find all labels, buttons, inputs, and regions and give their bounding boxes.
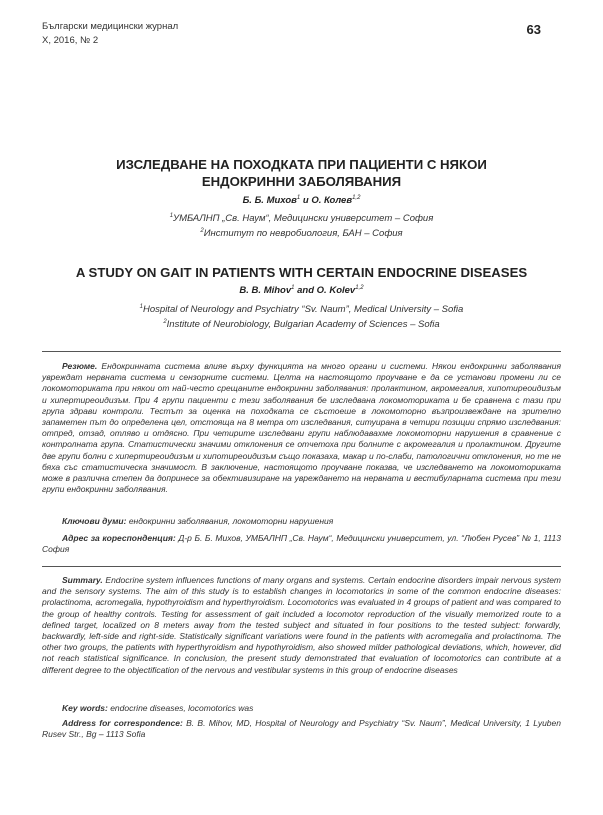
en-abstract [42, 575, 561, 676]
bg-authors: Б. Б. Михов$^1$ и О. Колев$^{1,2}$ [242, 195, 361, 207]
bg-author1: Б. Б. Михов [242, 195, 297, 207]
en-title: A STUDY ON GAIT IN PATIENTS WITH CERTAIN ENDOCRINE DISEASES [75, 265, 528, 280]
bg-affiliation-1: $^1$УМБАЛНП „Св. Наум“, Медицински университет – София [169, 213, 434, 225]
journal-issue: X, 2016, № 2 [42, 35, 99, 46]
en-author2: O. Kolev [316, 285, 356, 297]
journal-name: Български медицински журнал [42, 21, 179, 32]
en-keywords: Key words: endocrine diseases, locomotorics was [62, 703, 254, 713]
en-authors: B. B. Mihov$^1$ and O. Kolev$^{1,2}$ [239, 285, 364, 297]
en-abstract-label: Summary. [62, 575, 103, 585]
bg-address: Адрес за кореспонденция: Д-р Б. Б. Михов, УМБАЛНП „Св. Наум“, Медицински университет, ул. “Любен Русев” № 1, 1113 София [42, 533, 561, 555]
bg-abstract [42, 361, 561, 495]
en-author1: B. B. Mihov [239, 285, 292, 297]
bg-abstract-text: Ендокринната система влияе върху функцията на много органи и системи. Някои ендокринни заболявания увреждат нервната система и сензорните системи. Целта на настоящото проучване е да се установи промени ли се локомоториката при някои от най-често срещаните ендокринни заболявания: пролактином, акромегалия, хипотиреоидизъм и хипертиреоидизъм. При 4 групи пациенти с тези заболявания бе изследвана локомоториката и бе сравнена с тази при група здрави контроли. Тестът за оценка на походката се състоеше в локомоторно възпроизвеждане на зрително запаметен път до определена цел, отстояща на 8 метра от изследвания, ситуирана в четири позиции спрямо изследвания: отпред, отзад, отляво и отдясно. При четирите изследвани групи наблюдавахме локомоторни нарушения в сравнение с контролната група. Статистически значими отклонения се отчетоха при болните с акромегалия и пролактином. Другите две групи болни с хипертиреоидизъм и хипотиреоидизъм също показаха, макар и по-слаби, патологични отклонения, но те не бяха със статистическа значимост. В заключение, настоящото проучване показва, че изследването на локомоториката може в различна степен да допринесе за обективизиране на увреждането на нервната и вестибуларната система при тези групи ендокринни заболявания. [42, 361, 561, 495]
divider-middle [42, 566, 561, 567]
en-abstract-text: Endocrine system influences functions of many organs and systems. Certain endocrine disorders impair nervous system and the sensory systems. The aim of this study is to establish changes in locomotorics in some of the common endocrine diseases: prolactinoma, acromegalia, hypothyroidism and hyperthyroidism. Locomotorics was evaluated in 4 groups of patient and was compared to the group of healthy controls. Testing for assessment of gait included a locomotor reproduction of the visually memorized route to a defined target, localized on 8 meters away from the tested subject and situated in four positions to the tested subject: forwardly, backwardly, left-side and right-side. Statistically significant variations were found in the patients with acromegalia and prolactinoma. The other two groups, the patients with hyperthyroidism and hypothyroidism, also showed milder pathological deviations, which, however, did not reach statistical significance. In conclusion, the present study demonstrated that evaluation of locomotorics can contribute at a different degree to the objectification of the nervous and vestibular systems in this group of endocrine diseases [42, 575, 561, 675]
running-header [42, 20, 178, 48]
bg-title-line1: ИЗСЛЕДВАНЕ НА ПОХОДКАТА ПРИ ПАЦИЕНТИ С НЯКОИ [116, 157, 487, 172]
bg-abstract-label: Резюме. [62, 361, 98, 371]
bg-affiliation-2: $^2$Институт по невробиология, БАН – София [200, 228, 403, 240]
bg-author2: О. Колев [311, 195, 353, 207]
bg-keywords: Ключови думи: ендокринни заболявания, локомоторни нарушения [62, 516, 334, 526]
bg-title-line2: ЕНДОКРИННИ ЗАБОЛЯВАНИЯ [201, 174, 402, 189]
en-affiliation-2: $^2$Institute of Neurobiology, Bulgarian Academy of Sciences – Sofia [163, 319, 440, 331]
page-number: 63 [526, 22, 541, 37]
en-address: Address for correspondence: B. B. Mihov, MD, Hospital of Neurology and Psychiatry “Sv. Naum”, Medical University, 1 Lyuben Rusev Str., Bg – 1113 Sofia [42, 718, 561, 740]
bg-title [0, 156, 603, 190]
divider-top [42, 351, 561, 352]
bg-affiliations [0, 210, 603, 240]
en-affiliations [0, 301, 603, 331]
en-affiliation-1: $^1$Hospital of Neurology and Psychiatry “Sv. Naum”, Medical University – Sofia [139, 304, 464, 316]
